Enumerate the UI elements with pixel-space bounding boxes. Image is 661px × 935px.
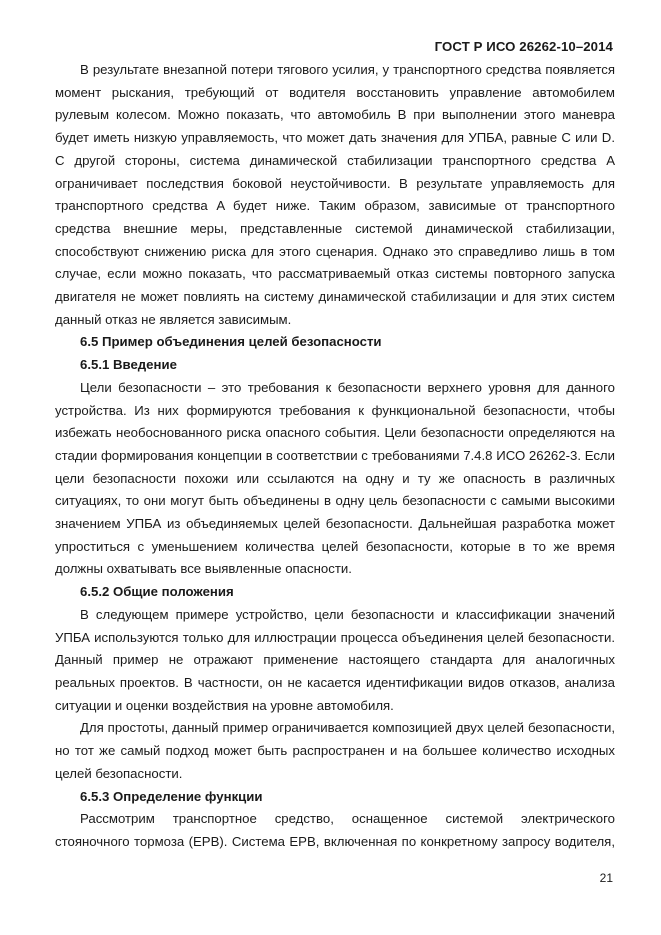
document-header: ГОСТ Р ИСО 26262-10–2014 [434, 39, 613, 54]
paragraph-general-2: Для простоты, данный пример ограничивается композицией двух целей безопасности, но тот же самый подход может быть распространен и на большее количество исходных целей безопасности. [55, 720, 615, 781]
section-heading-6-5-1: 6.5.1 Введение [80, 357, 177, 373]
paragraph-function-definition: Рассмотрим транспортное средство, оснащенное системой электрического стояночного тормоза (EPB). Система EPB, включенная по конкретному запросу водителя, [55, 811, 615, 849]
page-body [55, 59, 615, 854]
section-heading-6-5-2: 6.5.2 Общие положения [80, 584, 234, 600]
paragraph-introduction: Цели безопасности – это требования к безопасности верхнего уровня для данного устройства. Из них формируются требования к функциональной безопасности, чтобы избежать необоснованного риска опасного события. Цели безопасности определяются на стадии формирования концепции в соответствии с требованиями 7.4.8 ИСО 26262-3. Если цели безопасности похожи или ссылаются на одну и ту же опасность в различных ситуациях, то они могут быть объединены в одну цель безопасности с самыми высокими значением УПБА из объединяемых целей безопасности. Дальнейшая разработка может упроститься с уменьшением количества целей безопасности, которые в то же время должны охватывать все выявленные опасности. [55, 379, 615, 577]
paragraph-general-1: В следующем примере устройство, цели безопасности и классификации значений УПБА используются только для иллюстрации процесса объединения целей безопасности. Данный пример не отражают применение настоящего стандарта для аналогичных реальных проектов. В частности, он не касается идентификации видов отказов, анализа ситуации и оценки воздействия на уровне автомобиля. [55, 606, 615, 713]
paragraph-vehicle-yaw: В результате внезапной потери тягового усилия, у транспортного средства появляется момент рыскания, требующий от водителя восстановить управление автомобилем рулевым колесом. Можно показать, что автомобиль B при выполнении этого маневра будет иметь низкую управляемость, что может дать значения для УПБА, равные C или D. С другой стороны, система динамической стабилизации транспортного средства A ограничивает последствия боковой неустойчивости. В результате управляемость для транспортного средства A будет ниже. Таким образом, зависимые от транспортного средства внешние меры, представленные системой динамической стабилизации, способствуют снижению риска для этого сценария. Однако это справедливо лишь в том случае, если можно показать, что рассматриваемый отказ системы повторного запуска двигателя не может повлиять на систему динамической стабилизации и для этих систем данный отказ не является зависимым. [55, 62, 615, 327]
section-heading-6-5-3: 6.5.3 Определение функции [80, 788, 263, 804]
section-heading-6-5: 6.5 Пример объединения целей безопасности [80, 334, 382, 350]
page-number: 21 [599, 871, 613, 885]
